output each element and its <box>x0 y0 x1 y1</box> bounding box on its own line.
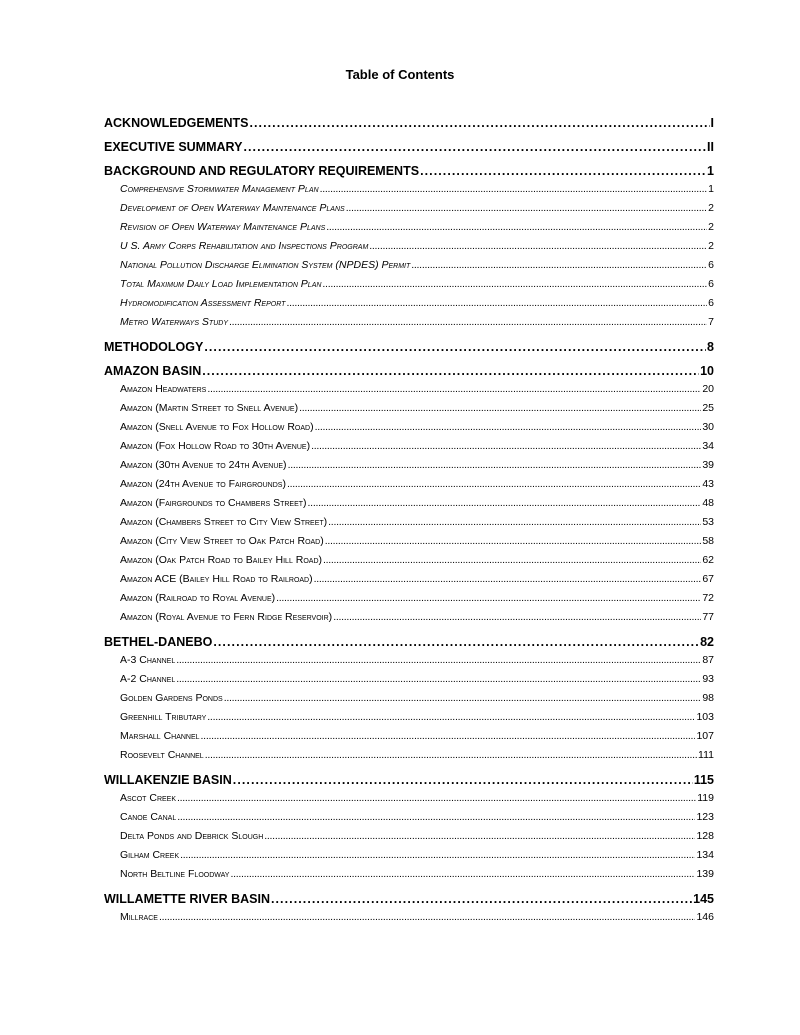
dot-leader <box>201 730 696 742</box>
dot-leader <box>311 440 701 452</box>
dot-leader <box>276 592 701 604</box>
toc-entry-page: 1 <box>708 183 714 195</box>
toc-section-entry[interactable] <box>104 633 714 649</box>
toc-entry-label: AMAZON BASIN <box>104 364 202 378</box>
toc-entry-page: 1 <box>707 164 714 178</box>
toc-entry-label: Amazon Headwaters <box>120 383 207 395</box>
toc-entry-label: Comprehensive Stormwater Management Plan <box>120 183 319 195</box>
dot-leader <box>213 635 699 649</box>
toc-entry-label: Metro Waterways Study <box>120 316 228 328</box>
dot-leader <box>333 611 701 623</box>
toc-entry-page: 20 <box>702 383 714 395</box>
toc-subsection-entry[interactable] <box>120 828 714 842</box>
toc-subsection-entry[interactable] <box>120 790 714 804</box>
dot-leader <box>249 116 709 130</box>
toc-subsection-entry[interactable] <box>120 809 714 823</box>
toc-subsection-entry[interactable] <box>120 690 714 704</box>
dot-leader <box>322 278 707 290</box>
dot-leader <box>271 892 692 906</box>
toc-entry-page: 2 <box>708 240 714 252</box>
dot-leader <box>202 364 699 378</box>
toc-entry-page: 34 <box>702 440 714 452</box>
toc-entry-page: 39 <box>702 459 714 471</box>
dot-leader <box>207 383 701 395</box>
toc-entry-page: 67 <box>702 573 714 585</box>
dot-leader <box>288 459 702 471</box>
toc-entry-page: 98 <box>702 692 714 704</box>
toc-entry-label: Amazon (Snell Avenue to Fox Hollow Road) <box>120 421 314 433</box>
toc-entry-page: 103 <box>696 711 714 723</box>
toc-section-entry[interactable] <box>104 362 714 378</box>
toc-subsection-entry[interactable] <box>120 609 714 623</box>
toc-section-entry[interactable] <box>104 162 714 178</box>
toc-entry-page: 6 <box>708 259 714 271</box>
toc-entry-label: Total Maximum Daily Load Implementation Plan <box>120 278 322 290</box>
dot-leader <box>233 773 693 787</box>
dot-leader <box>420 164 706 178</box>
toc-entry-label: Millrace <box>120 911 158 923</box>
dot-leader <box>230 868 695 880</box>
toc-entry-label: Amazon (24th Avenue to Fairgrounds) <box>120 478 286 490</box>
toc-entry-page: 82 <box>700 635 714 649</box>
toc-entry-label: Amazon (Oak Patch Road to Bailey Hill Road) <box>120 554 322 566</box>
toc-entry-page: 7 <box>708 316 714 328</box>
dot-leader <box>326 221 707 233</box>
toc-subsection-entry[interactable] <box>120 219 714 233</box>
dot-leader <box>323 554 701 566</box>
toc-entry-label: National Pollution Discharge Elimination System (NPDES) Permit <box>120 259 411 271</box>
dot-leader <box>308 497 702 509</box>
toc-entry-label: WILLAKENZIE BASIN <box>104 773 232 787</box>
toc-entry-page: 128 <box>696 830 714 842</box>
toc-entry-page: II <box>707 140 714 154</box>
dot-leader <box>286 297 707 309</box>
toc-entry-page: 10 <box>700 364 714 378</box>
dot-leader <box>369 240 707 252</box>
dot-leader <box>411 259 707 271</box>
toc-subsection-entry[interactable] <box>120 847 714 861</box>
toc-entry-label: Development of Open Waterway Maintenance Plans <box>120 202 345 214</box>
toc-entry-page: 111 <box>698 749 714 761</box>
toc-entry-page: 119 <box>697 792 714 804</box>
toc-entry-label: Ascot Creek <box>120 792 177 804</box>
toc-subsection-entry[interactable] <box>120 276 714 290</box>
dot-leader <box>346 202 707 214</box>
dot-leader <box>204 340 706 354</box>
toc-entry-page: 30 <box>702 421 714 433</box>
toc-subsection-entry[interactable] <box>120 728 714 742</box>
dot-leader <box>325 535 702 547</box>
toc-subsection-entry[interactable] <box>120 533 714 547</box>
dot-leader <box>224 692 702 704</box>
dot-leader <box>264 830 695 842</box>
toc-entry-page: 43 <box>702 478 714 490</box>
toc-entry-label: Amazon (Chambers Street to City View Street) <box>120 516 328 528</box>
toc-subsection-entry[interactable] <box>120 457 714 471</box>
toc-subsection-entry[interactable] <box>120 590 714 604</box>
toc-entry-label: Amazon (City View Street to Oak Patch Road) <box>120 535 324 547</box>
toc-entry-label: Revision of Open Waterway Maintenance Plans <box>120 221 326 233</box>
toc-entry-page: 107 <box>696 730 714 742</box>
toc-entry-label: ACKNOWLEDGEMENTS <box>104 116 249 130</box>
dot-leader <box>314 573 702 585</box>
dot-leader <box>207 711 695 723</box>
toc-entry-label: Amazon (Fox Hollow Road to 30th Avenue) <box>120 440 311 452</box>
toc-subsection-entry[interactable] <box>120 866 714 880</box>
dot-leader <box>243 140 706 154</box>
toc-entry-page: 48 <box>702 497 714 509</box>
toc-entry-page: 77 <box>702 611 714 623</box>
toc-subsection-entry[interactable] <box>120 476 714 490</box>
toc-entry-page: 62 <box>702 554 714 566</box>
toc-entry-page: 87 <box>702 654 714 666</box>
toc-entry-page: 2 <box>708 202 714 214</box>
toc-subsection-entry[interactable] <box>120 314 714 328</box>
toc-entry-page: 145 <box>693 892 714 906</box>
toc-subsection-entry[interactable] <box>120 909 714 923</box>
toc-entry-page: 8 <box>707 340 714 354</box>
toc-section-entry[interactable] <box>104 338 714 354</box>
toc-entry-page: 6 <box>708 297 714 309</box>
dot-leader <box>205 749 697 761</box>
toc-subsection-entry[interactable] <box>120 181 714 195</box>
toc-entry-page: 134 <box>696 849 714 861</box>
toc-entry-label: Amazon (Fairgrounds to Chambers Street) <box>120 497 307 509</box>
toc-entry-label: WILLAMETTE RIVER BASIN <box>104 892 270 906</box>
toc-entry-page: 146 <box>696 911 714 923</box>
toc-subsection-entry[interactable] <box>120 514 714 528</box>
dot-leader <box>177 792 696 804</box>
toc-entry-page: 123 <box>696 811 714 823</box>
toc-section-entry[interactable] <box>104 771 714 787</box>
toc-subsection-entry[interactable] <box>120 747 714 761</box>
page-title: Table of Contents <box>345 67 455 82</box>
toc-entry-label: Marshall Channel <box>120 730 200 742</box>
toc-entry-label: Greenhill Tributary <box>120 711 207 723</box>
dot-leader <box>177 811 695 823</box>
toc-subsection-entry[interactable] <box>120 671 714 685</box>
toc-subsection-entry[interactable] <box>120 238 714 252</box>
toc-entry-label: Amazon (30th Avenue to 24th Avenue) <box>120 459 287 471</box>
toc-entry-label: BETHEL-DANEBO <box>104 635 213 649</box>
toc-subsection-entry[interactable] <box>120 652 714 666</box>
toc-entry-label: Amazon (Royal Avenue to Fern Ridge Reservoir) <box>120 611 333 623</box>
toc-entry-label: Amazon ACE (Bailey Hill Road to Railroad) <box>120 573 313 585</box>
toc-entry-label: Gilham Creek <box>120 849 180 861</box>
toc-subsection-entry[interactable] <box>120 495 714 509</box>
toc-entry-label: A-3 Channel <box>120 654 176 666</box>
toc-section-entry[interactable] <box>104 138 714 154</box>
toc-entry-label: METHODOLOGY <box>104 340 204 354</box>
toc-entry-page: 25 <box>702 402 714 414</box>
toc-subsection-entry[interactable] <box>120 200 714 214</box>
toc-entry-page: 72 <box>702 592 714 604</box>
dot-leader <box>315 421 702 433</box>
toc-entry-label: EXECUTIVE SUMMARY <box>104 140 243 154</box>
toc-entry-page: 58 <box>702 535 714 547</box>
toc-subsection-entry[interactable] <box>120 438 714 452</box>
toc-entry-label: Golden Gardens Ponds <box>120 692 223 704</box>
toc-subsection-entry[interactable] <box>120 381 714 395</box>
toc-entry-label: Delta Ponds and Debrick Slough <box>120 830 264 842</box>
toc-section-entry[interactable] <box>104 890 714 906</box>
dot-leader <box>159 911 696 923</box>
toc-entry-page: I <box>710 116 714 130</box>
toc-entry-page: 53 <box>702 516 714 528</box>
toc-entry-label: A-2 Channel <box>120 673 176 685</box>
toc-section-entry[interactable] <box>104 114 714 130</box>
toc-entry-label: Roosevelt Channel <box>120 749 204 761</box>
toc-subsection-entry[interactable] <box>120 400 714 414</box>
toc-entry-label: Amazon (Railroad to Royal Avenue) <box>120 592 276 604</box>
toc-entry-label: U S. Army Corps Rehabilitation and Inspections Program <box>120 240 369 252</box>
toc-entry-page: 115 <box>693 773 714 787</box>
toc-subsection-entry[interactable] <box>120 571 714 585</box>
toc-entry-label: Canoe Canal <box>120 811 177 823</box>
toc-subsection-entry[interactable] <box>120 419 714 433</box>
dot-leader <box>299 402 701 414</box>
dot-leader <box>229 316 707 328</box>
toc-subsection-entry[interactable] <box>120 295 714 309</box>
dot-leader <box>328 516 701 528</box>
dot-leader <box>176 654 701 666</box>
dot-leader <box>287 478 701 490</box>
toc-entry-page: 6 <box>708 278 714 290</box>
dot-leader <box>320 183 708 195</box>
toc-entry-label: Hydromodification Assessment Report <box>120 297 286 309</box>
toc-subsection-entry[interactable] <box>120 257 714 271</box>
dot-leader <box>180 849 695 861</box>
toc-entry-label: Amazon (Martin Street to Snell Avenue) <box>120 402 299 414</box>
toc-entry-page: 2 <box>708 221 714 233</box>
toc-subsection-entry[interactable] <box>120 709 714 723</box>
dot-leader <box>176 673 701 685</box>
toc-entry-label: BACKGROUND AND REGULATORY REQUIREMENTS <box>104 164 420 178</box>
toc-entry-label: North Beltline Floodway <box>120 868 230 880</box>
toc-subsection-entry[interactable] <box>120 552 714 566</box>
toc-entry-page: 139 <box>696 868 714 880</box>
toc-entry-page: 93 <box>702 673 714 685</box>
